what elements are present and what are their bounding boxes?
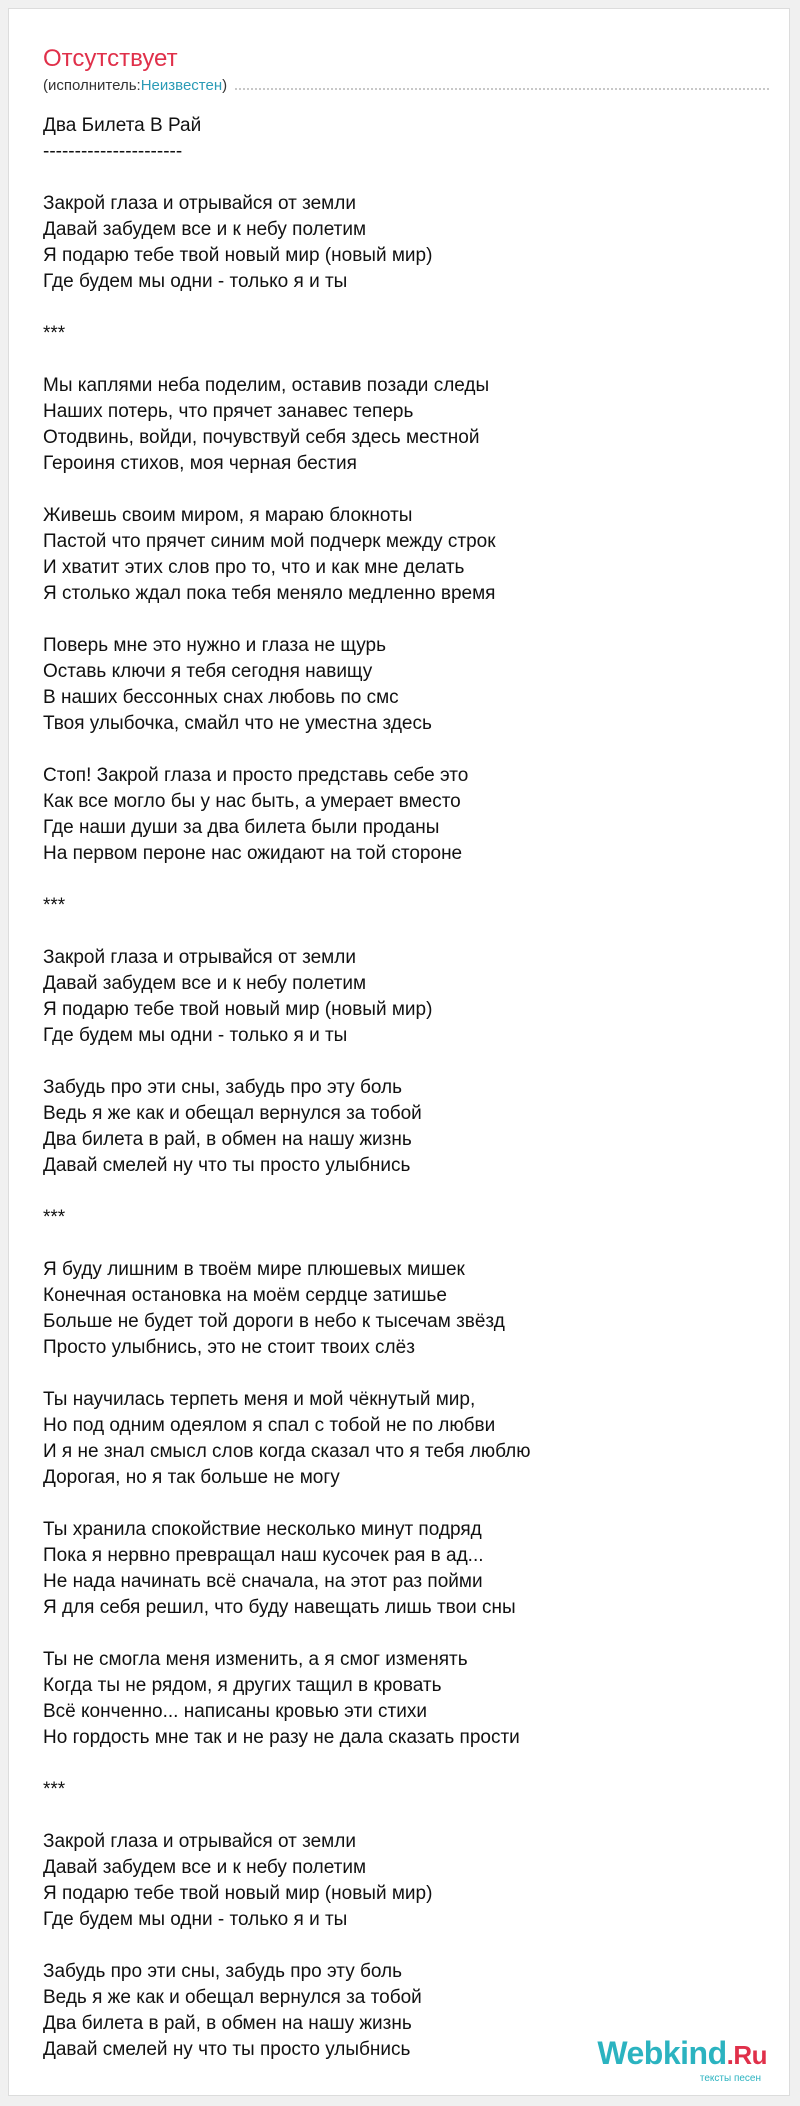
dotted-divider — [235, 88, 769, 90]
lyric-blank-line — [43, 1361, 769, 1387]
lyric-line: Мы каплями неба поделим, оставив позади следы — [43, 375, 490, 396]
lyric-line: Живешь своим миром, я мараю блокноты — [43, 505, 413, 526]
lyrics-card — [8, 8, 790, 2096]
lyric-line: Я подарю тебе твой новый мир (новый мир) — [43, 1883, 433, 1904]
lyric-line: Закрой глаза и отрывайся от земли — [43, 193, 356, 214]
lyric-line: Два Билета В Рай — [43, 115, 202, 136]
lyric-line: Наших потерь, что прячет занавес теперь — [43, 401, 414, 422]
lyric-line: Где будем мы одни - только я и ты — [43, 1909, 348, 1930]
lyric-line: Два билета в рай, в обмен на нашу жизнь — [43, 2013, 412, 2034]
logo-tld: .Ru — [726, 2040, 767, 2070]
lyric-line: Забудь про эти сны, забудь про эту боль — [43, 1961, 402, 1982]
lyric-line: Как все могло бы у нас быть, а умерает вместо — [43, 791, 461, 812]
lyric-line: *** — [43, 1779, 66, 1800]
lyric-line: Не нада начинать всё сначала, на этот раз пойми — [43, 1571, 483, 1592]
lyric-line: Ты хранила спокойствие несколько минут подряд — [43, 1519, 482, 1540]
lyric-line: Закрой глаза и отрывайся от земли — [43, 947, 356, 968]
lyric-line: Стоп! Закрой глаза и просто представь себе это — [43, 765, 469, 786]
lyric-line: И хватит этих слов про то, что и как мне делать — [43, 557, 465, 578]
lyric-blank-line — [43, 1491, 769, 1517]
lyric-line: Где будем мы одни - только я и ты — [43, 271, 348, 292]
lyric-line: *** — [43, 1207, 66, 1228]
lyric-line: Закрой глаза и отрывайся от земли — [43, 1831, 356, 1852]
lyric-line: Где наши души за два билета были проданы — [43, 817, 440, 838]
lyric-line: Ведь я же как и обещал вернулся за тобой — [43, 1103, 422, 1124]
lyric-line: *** — [43, 895, 66, 916]
lyric-line: Но под одним одеялом я спал с тобой не по любви — [43, 1415, 496, 1436]
lyric-line: Два билета в рай, в обмен на нашу жизнь — [43, 1129, 412, 1150]
lyric-line: Ты не смогла меня изменить, а я смог изменять — [43, 1649, 468, 1670]
lyric-line: Всё конченно... написаны кровью эти стихи — [43, 1701, 427, 1722]
lyric-line: Я столько ждал пока тебя меняло медленно время — [43, 583, 496, 604]
lyric-line: Поверь мне это нужно и глаза не щурь — [43, 635, 387, 656]
lyric-blank-line — [43, 347, 769, 373]
lyric-line: И я не знал смысл слов когда сказал что я тебя люблю — [43, 1441, 531, 1462]
lyric-line: В наших бессонных снах любовь по смс — [43, 687, 399, 708]
lyric-blank-line — [43, 737, 769, 763]
lyrics-text — [43, 113, 769, 2063]
performer-prefix: (исполнитель: — [43, 77, 141, 94]
lyric-line: Где будем мы одни - только я и ты — [43, 1025, 348, 1046]
lyric-line: Когда ты не рядом, я других тащил в кровать — [43, 1675, 442, 1696]
logo-tagline: тексты песен — [699, 2073, 761, 2084]
lyric-line: Давай смелей ну что ты просто улыбнись — [43, 1155, 411, 1176]
lyric-line: Героиня стихов, моя черная бестия — [43, 453, 357, 474]
lyric-line: Оставь ключи я тебя сегодня навищу — [43, 661, 373, 682]
lyric-line: Просто улыбнись, это не стоит твоих слёз — [43, 1337, 415, 1358]
lyric-line: Я подарю тебе твой новый мир (новый мир) — [43, 999, 433, 1020]
lyric-line: Забудь про эти сны, забудь про эту боль — [43, 1077, 402, 1098]
lyric-line: На первом пероне нас ожидают на той стороне — [43, 843, 463, 864]
lyric-line: Я подарю тебе твой новый мир (новый мир) — [43, 245, 433, 266]
lyric-blank-line — [43, 1751, 769, 1777]
lyric-blank-line — [43, 165, 769, 191]
lyric-line: ---------------------- — [43, 141, 183, 162]
webkind-logo[interactable] — [567, 2035, 767, 2087]
lyric-blank-line — [43, 1049, 769, 1075]
song-title: Отсутствует — [43, 45, 178, 72]
lyric-line: Давай забудем все и к небу полетим — [43, 1857, 367, 1878]
logo-name: Webkind — [597, 2035, 727, 2071]
performer-link[interactable]: Неизвестен — [140, 77, 223, 94]
lyric-line: Пока я нервно превращал наш кусочек рая в ад... — [43, 1545, 484, 1566]
performer-line — [43, 77, 769, 95]
lyric-line: Твоя улыбочка, смайл что не уместна здесь — [43, 713, 432, 734]
lyric-line: Конечная остановка на моём сердце затишье — [43, 1285, 448, 1306]
lyric-line: Отодвинь, войди, почувствуй себя здесь местной — [43, 427, 480, 448]
lyric-blank-line — [43, 1231, 769, 1257]
lyric-blank-line — [43, 1803, 769, 1829]
lyric-line: Но гордость мне так и не разу не дала сказать прости — [43, 1727, 520, 1748]
lyric-blank-line — [43, 295, 769, 321]
lyric-line: Давай забудем все и к небу полетим — [43, 219, 367, 240]
lyric-blank-line — [43, 919, 769, 945]
lyric-blank-line — [43, 1621, 769, 1647]
lyric-line: Ведь я же как и обещал вернулся за тобой — [43, 1987, 422, 2008]
performer-suffix: ) — [222, 77, 228, 94]
lyric-line: *** — [43, 323, 66, 344]
lyric-line: Пастой что прячет синим мой подчерк между строк — [43, 531, 496, 552]
song-header — [43, 45, 769, 95]
lyric-line: Дорогая, но я так больше не могу — [43, 1467, 340, 1488]
lyric-line: Давай забудем все и к небу полетим — [43, 973, 367, 994]
lyric-line: Я буду лишним в твоём мире плюшевых мишек — [43, 1259, 465, 1280]
lyric-blank-line — [43, 607, 769, 633]
lyric-blank-line — [43, 867, 769, 893]
lyric-blank-line — [43, 1179, 769, 1205]
lyric-blank-line — [43, 1933, 769, 1959]
lyric-line: Ты научилась терпеть меня и мой чёкнутый мир, — [43, 1389, 476, 1410]
lyric-line: Я для себя решил, что буду навещать лишь твои сны — [43, 1597, 516, 1618]
lyric-line: Давай смелей ну что ты просто улыбнись — [43, 2039, 411, 2060]
lyric-line: Больше не будет той дороги в небо к тысечам звёзд — [43, 1311, 505, 1332]
lyric-blank-line — [43, 477, 769, 503]
